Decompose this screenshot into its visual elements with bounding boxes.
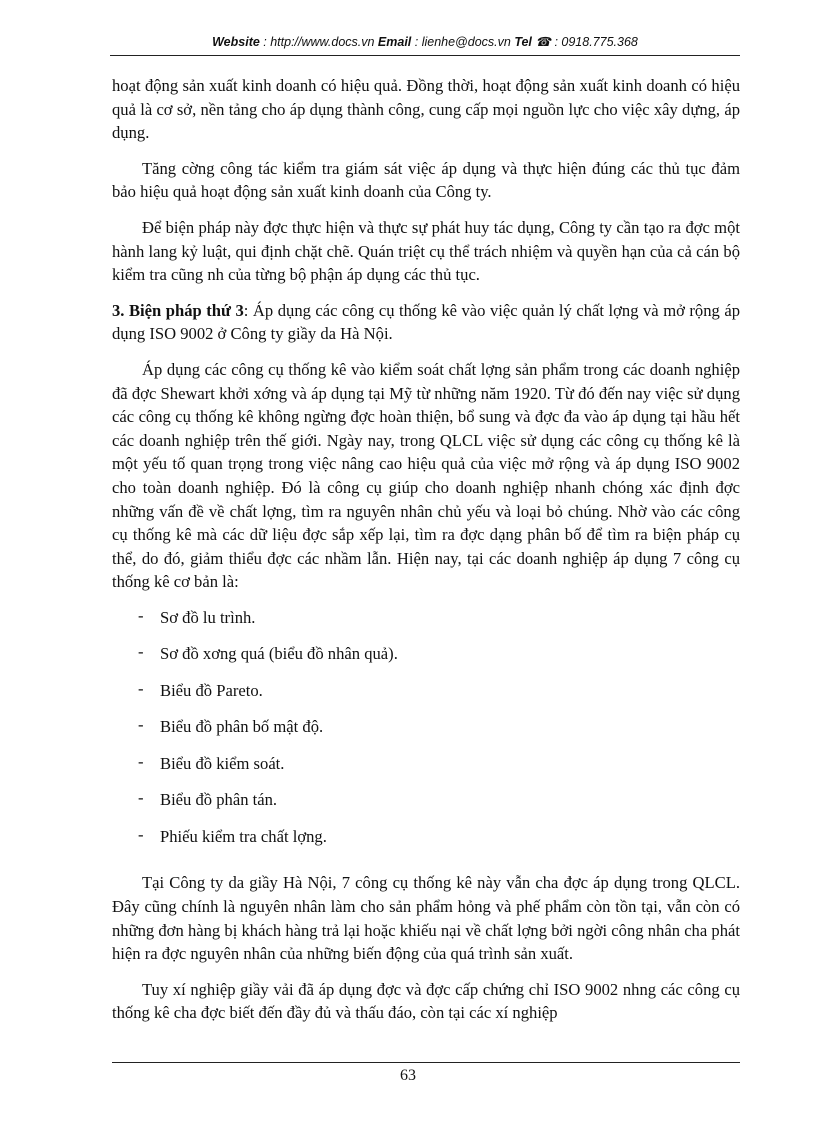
- website-label: Website: [212, 35, 260, 49]
- email-label: Email: [377, 35, 412, 49]
- document-body: [112, 74, 740, 1037]
- paragraph-5: Áp dụng các công cụ thống kê vào kiểm soát chất lợng sản phẩm trong các doanh nghiệp đã đợc Shewart khởi xớng và áp dụng tại Mỹ từ những năm 1920. Từ đó đến nay việc sử dụng các công cụ thống kê không ngừng đợc hoàn thiện, bổ sung và đợc đa vào áp dụng tại hầu hết các doanh nghiệp trên thế giới. Ngày nay, trong QLCL việc sử dụng các công cụ thống kê là một yếu tố quan trọng trong việc nâng cao hiệu quả của việc mở rộng và áp dụng ISO 9002 cho toàn doanh nghiệp. Đó là công cụ giúp cho doanh nghiệp nhanh chóng xác định đợc những vấn đề về chất lợng, tìm ra nguyên nhân chủ yếu và loại bỏ chúng. Nhờ vào các công cụ thống kê mà các dữ liệu đợc sắp xếp lại, tìm ra đợc dạng phân bố để tìm ra biện pháp cụ thể, do đó, giảm thiểu đợc các nhầm lẫn. Hiện nay, tại các doanh nghiệp áp dụng 7 công cụ thống kê cơ bản là:: [112, 359, 740, 592]
- bullet-dash: -: [138, 605, 144, 625]
- section-heading: 3. Biện pháp thứ 3: [112, 300, 244, 320]
- list-item: [112, 679, 740, 716]
- tel-value: : 0918.775.368: [550, 35, 638, 49]
- list-item: [112, 752, 740, 789]
- list-item-text: Sơ đồ xơng quá (biểu đồ nhân quả).: [160, 644, 398, 664]
- website-value: : http://www.docs.vn: [259, 35, 378, 49]
- bullet-dash: -: [138, 751, 144, 771]
- bullet-dash: -: [138, 715, 144, 735]
- list-item: [112, 642, 740, 679]
- page-number: 63: [400, 1067, 416, 1084]
- list-item: [112, 788, 740, 825]
- paragraph-4: [112, 299, 740, 346]
- email-value: : lienhe@docs.vn: [411, 35, 515, 49]
- list-item-text: Biểu đồ phân bố mật độ.: [160, 717, 324, 737]
- phone-icon: ☎: [535, 35, 551, 49]
- list-item-text: Biểu đồ kiểm soát.: [160, 753, 285, 773]
- paragraph-7: Tuy xí nghiệp giầy vải đã áp dụng đợc và đợc cấp chứng chỉ ISO 9002 nhng các công cụ thống kê cha đợc biết đến đầy đủ và thấu đáo, còn tại các xí nghiệp: [112, 979, 740, 1023]
- list-item-text: Biểu đồ Pareto.: [160, 680, 263, 700]
- list-item-text: Sơ đồ lu trình.: [160, 607, 256, 627]
- paragraph-1: hoạt động sản xuất kinh doanh có hiệu quả. Đồng thời, hoạt động sản xuất kinh doanh có hiệu quả là cơ sở, nền tảng cho áp dụng thành công, cung cấp mọi nguồn lực cho việc xây dựng, áp dụng.: [112, 76, 740, 143]
- page-header: [110, 34, 740, 56]
- tel-label: Tel: [514, 35, 532, 49]
- bullet-dash: -: [138, 788, 144, 808]
- footer-divider: [112, 1062, 740, 1063]
- list-item-text: Biểu đồ phân tán.: [160, 790, 278, 810]
- paragraph-6: Tại Công ty da giầy Hà Nội, 7 công cụ thống kê này vẫn cha đợc áp dụng trong QLCL. Đây cũng chính là nguyên nhân làm cho sản phẩm hỏng và phế phẩm còn tồn tại, vẫn còn có những đơn hàng bị khách hàng trả lại hoặc khiếu nại về chất lợng bởi ngời công nhân cha phát hiện ra đợc nguyên nhân của những biến động của quá trình sản xuất.: [112, 873, 740, 964]
- section-heading-text: : Áp dụng các công cụ thống kê vào việc quản lý chất lợng và mở rộng áp dụng ISO 9002 ở Công ty giầy da Hà Nội.: [112, 300, 740, 344]
- bullet-dash: -: [138, 678, 144, 698]
- tool-list: [112, 606, 740, 862]
- list-item: [112, 715, 740, 752]
- bullet-dash: -: [138, 642, 144, 662]
- list-item-text: Phiếu kiểm tra chất lợng.: [160, 826, 327, 846]
- paragraph-2: Tăng cờng công tác kiểm tra giám sát việc áp dụng và thực hiện đúng các thủ tục đảm bảo hiệu quả hoạt động sản xuất kinh doanh của Công ty.: [112, 158, 740, 202]
- paragraph-3: Để biện pháp này đợc thực hiện và thực sự phát huy tác dụng, Công ty cần tạo ra đợc một hành lang kỷ luật, qui định chặt chẽ. Quán triệt cụ thể trách nhiệm và quyền hạn của cả cán bộ kiểm tra cũng nh của từng bộ phận áp dụng các thủ tục.: [112, 217, 740, 285]
- bullet-dash: -: [138, 824, 144, 844]
- list-item: [112, 606, 740, 643]
- list-item: [112, 825, 740, 862]
